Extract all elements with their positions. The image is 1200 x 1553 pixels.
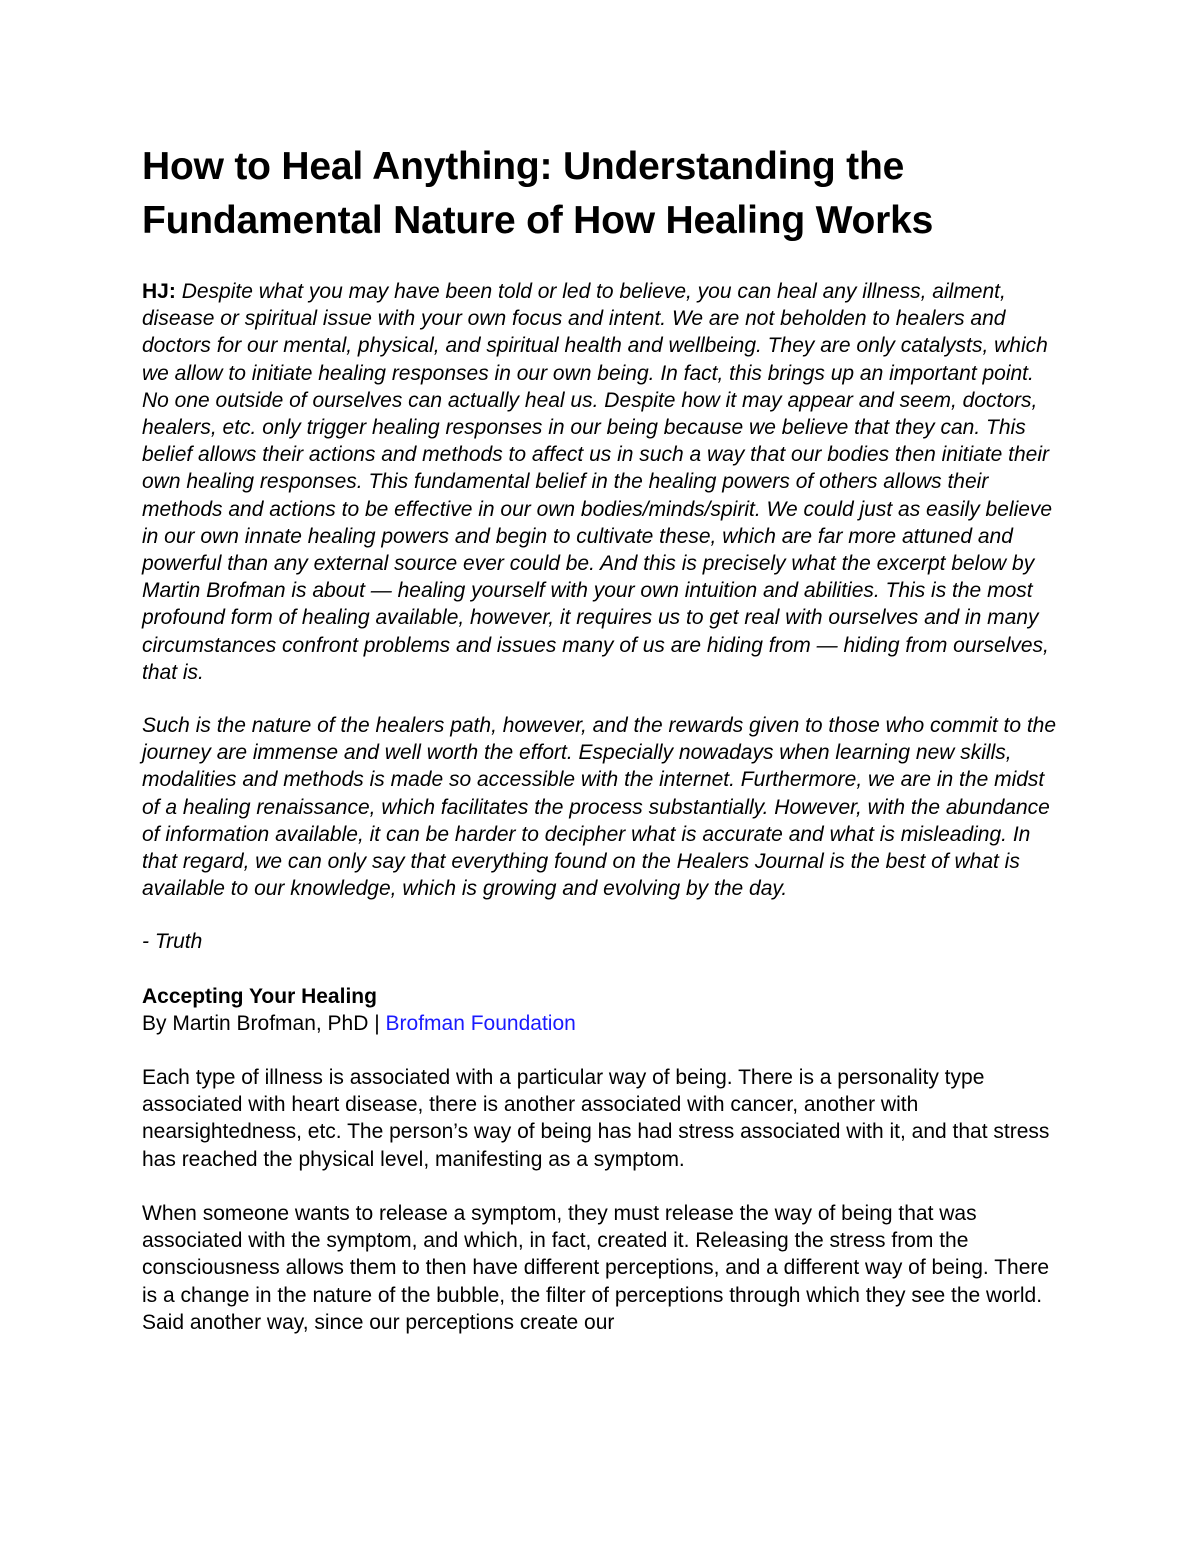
intro-label: HJ: <box>142 280 176 303</box>
intro-paragraph-2: Such is the nature of the healers path, however, and the rewards given to those who commit to the journey are immense and well worth the effort. Especially nowadays when learning new skills, modalities and methods is made so accessible with the internet. Furthermore, we are in the midst of a healing renaissance, which facilitates the process substantially. However, with the abundance of information available, it can be harder to decipher what is accurate and what is misleading. In that regard, we can only say that everything found on the Healers Journal is the best of what is available to our knowledge, which is growing and evolving by the day. <box>142 714 1057 901</box>
title-line-2: Fundamental Nature of How Healing Works <box>142 199 934 242</box>
title-line-1: How to Heal Anything: Understanding the <box>142 145 905 188</box>
section-heading: Accepting Your Healing <box>142 984 377 1008</box>
byline-author: By Martin Brofman, PhD | <box>142 1011 386 1035</box>
intro-paragraph-1 <box>142 278 1062 686</box>
intro-text-1: Despite what you may have been told or led to believe, you can heal any illness, ailment, disease or spiritual issue with your own focus and intent. We are not beholden to healers and doctors for our mental, physical, and spiritual health and wellbeing. They are only catalysts, which we allow to initiate healing responses in our own being. In fact, this brings up an important point. No one outside of ourselves can actually heal us. Despite how it may appear and seem, doctors, healers, etc. only trigger healing responses in our being because we believe that they can. This belief allows their actions and methods to affect us in such a way that our bodies then initiate their own healing responses. This fundamental belief in the healing powers of others allows their methods and actions to be effective in our own bodies/minds/spirit. We could just as easily believe in our own innate healing powers and begin to cultivate these, which are far more attuned and powerful than any external source ever could be. And this is precisely what the excerpt below by Martin Brofman is about — healing yourself with your own intuition and abilities. This is the most profound form of healing available, however, it requires us to get real with ourselves and in many circumstances confront problems and issues many of us are hiding from — hiding from ourselves, that is. <box>142 280 1053 684</box>
brofman-foundation-link[interactable]: Brofman Foundation <box>385 1011 576 1035</box>
body-paragraph-1: Each type of illness is associated with a particular way of being. There is a personality type associated with heart disease, there is another associated with cancer, another with nearsightedness, etc. The person’s way of being has had stress associated with it, and that stress has reached the physical level, manifesting as a symptom. <box>142 1066 1050 1171</box>
document-page <box>142 140 1062 1363</box>
document-title <box>142 140 1062 248</box>
intro-signoff: - Truth <box>142 930 203 954</box>
body-paragraph-2: When someone wants to release a symptom, they must release the way of being that was associated with the symptom, and which, in fact, created it. Releasing the stress from the consciousness allows them to then have different perceptions, and a different way of being. There is a change in the nature of the bubble, the filter of perceptions through which they see the world. Said another way, since our perceptions create our <box>142 1201 1050 1334</box>
byline <box>142 1010 1062 1037</box>
